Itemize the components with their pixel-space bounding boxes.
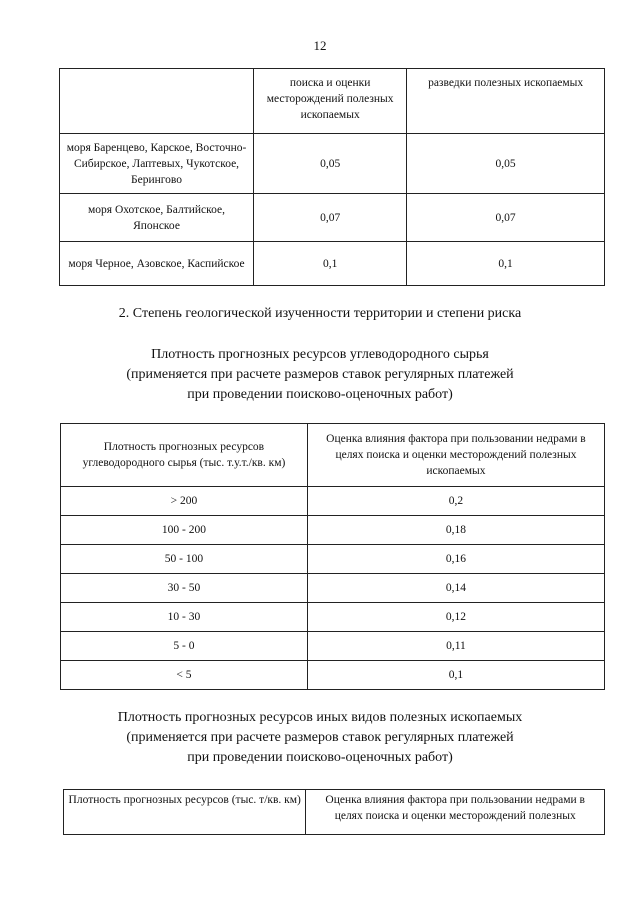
table-cell: 0,1 — [254, 242, 407, 286]
table-cell: 0,11 — [307, 632, 604, 661]
table-cell: 30 - 50 — [61, 574, 308, 603]
table-cell: моря Баренцево, Карское, Восточно-Сибирское, Лаптевых, Чукотское, Берингово — [60, 134, 254, 194]
table-cell: моря Черное, Азовское, Каспийское — [60, 242, 254, 286]
table-row — [61, 487, 605, 516]
table-header-row — [61, 424, 605, 487]
table-row — [60, 134, 605, 194]
table-cell: моря Охотское, Балтийское, Японское — [60, 194, 254, 242]
table-cell: 0,18 — [307, 516, 604, 545]
table-cell: 0,1 — [307, 661, 604, 690]
table-header-cell: Оценка влияния фактора при пользовании недрами в целях поиска и оценки месторождений полезных — [306, 790, 605, 835]
table-header-cell: Плотность прогнозных ресурсов (тыс. т/кв. км) — [64, 790, 306, 835]
table-header-cell: разведки полезных ископаемых — [407, 69, 605, 134]
table-cell: < 5 — [61, 661, 308, 690]
section-title: 2. Степень геологической изученности территории и степени риска — [118, 306, 522, 321]
table-cell: > 200 — [61, 487, 308, 516]
table-cell: 0,07 — [407, 194, 605, 242]
table-row — [61, 661, 605, 690]
heading-line: Плотность прогнозных ресурсов иных видов полезных ископаемых — [117, 710, 523, 725]
table-other-minerals-density — [63, 789, 605, 835]
heading-line: при проведении поисково-оценочных работ) — [187, 387, 453, 402]
table-cell: 0,14 — [307, 574, 604, 603]
table-row — [60, 242, 605, 286]
table-header-row — [64, 790, 605, 835]
table-row — [60, 194, 605, 242]
table-row — [61, 574, 605, 603]
table-cell: 0,16 — [307, 545, 604, 574]
subsection-heading-other-minerals — [0, 708, 640, 768]
table-header-row — [60, 69, 605, 134]
heading-line: (применяется при расчете размеров ставок регулярных платежей — [126, 367, 514, 382]
table-header-cell: Плотность прогнозных ресурсов углеводородного сырья (тыс. т.у.т./кв. км) — [61, 424, 308, 487]
table-cell: 100 - 200 — [61, 516, 308, 545]
table-cell: 0,07 — [254, 194, 407, 242]
table-cell: 50 - 100 — [61, 545, 308, 574]
table-header-cell: Оценка влияния фактора при пользовании недрами в целях поиска и оценки месторождений полезных ископаемых — [307, 424, 604, 487]
page-number: 12 — [313, 38, 327, 53]
table-row — [61, 516, 605, 545]
table-row — [61, 545, 605, 574]
table-row — [61, 632, 605, 661]
table-cell: 10 - 30 — [61, 603, 308, 632]
table-cell: 0,2 — [307, 487, 604, 516]
table-cell: 0,05 — [254, 134, 407, 194]
table-cell: 0,05 — [407, 134, 605, 194]
table-hydrocarbon-density — [60, 423, 605, 690]
table-row — [61, 603, 605, 632]
table-cell: 5 - 0 — [61, 632, 308, 661]
table-cell: 0,1 — [407, 242, 605, 286]
heading-line: (применяется при расчете размеров ставок регулярных платежей — [126, 730, 514, 745]
subsection-heading-hydrocarbon — [0, 345, 640, 405]
table-cell: 0,12 — [307, 603, 604, 632]
table-header-cell: поиска и оценки месторождений полезных ископаемых — [254, 69, 407, 134]
heading-line: Плотность прогнозных ресурсов углеводородного сырья — [151, 347, 489, 362]
table-header-cell — [60, 69, 254, 134]
heading-line: при проведении поисково-оценочных работ) — [187, 750, 453, 765]
table-sea-coefficients — [59, 68, 605, 286]
